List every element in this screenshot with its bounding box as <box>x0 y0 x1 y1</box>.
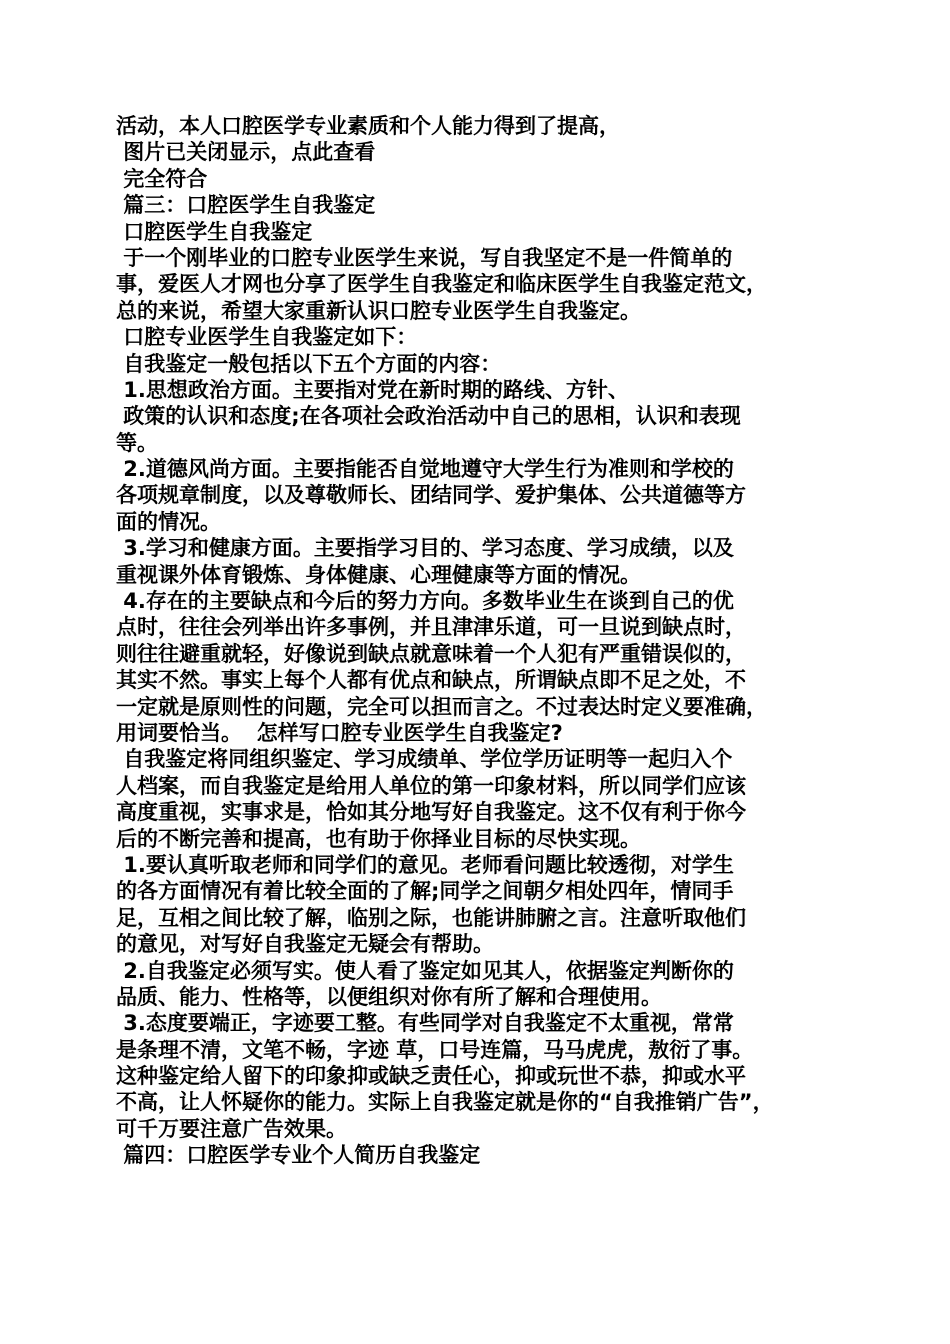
text-line: 不高，让人怀疑你的能力。实际上自我鉴定就是你的“自我推销广告”， <box>116 1090 774 1115</box>
image-hidden-link[interactable]: 图片已关闭显示，点此查看 <box>116 140 376 165</box>
text-line: 点时，往往会列举出许多事例，并且津津乐道，可一旦说到缺点时， <box>116 615 746 640</box>
text-line: 其实不然。事实上每个人都有优点和缺点，所谓缺点即不足之处，不 <box>116 668 746 693</box>
text-line: 3.学习和健康方面。主要指学习目的、学习态度、学习成绩，以及 <box>116 536 734 561</box>
text-line: 用词要恰当。 怎样写口腔专业医学生自我鉴定? <box>116 720 563 745</box>
text-line: 3.态度要端正，字迹要工整。有些同学对自我鉴定不太重视，常常 <box>116 1011 734 1036</box>
text-line: 总的来说，希望大家重新认识口腔专业医学生自我鉴定。 <box>116 298 641 323</box>
text-line: 这种鉴定给人留下的印象抑或缺乏责任心，抑或玩世不恭，抑或水平 <box>116 1064 746 1089</box>
text-line: 人档案，而自我鉴定是给用人单位的第一印象材料，所以同学们应该 <box>116 773 746 798</box>
text-line: 的各方面情况有着比较全面的了解;同学之间朝夕相处四年，情同手 <box>116 879 734 904</box>
text-line: 于一个刚毕业的口腔专业医学生来说，写自我坚定不是一件简单的 <box>116 245 733 270</box>
text-line: 则往往避重就轻，好像说到缺点就意味着一个人犯有严重错误似的， <box>116 641 746 666</box>
text-line: 1.思想政治方面。主要指对党在新时期的路线、方针、 <box>116 377 629 402</box>
section-heading: 篇四：口腔医学专业个人简历自我鉴定 <box>116 1143 481 1168</box>
text-line: 足，互相之间比较了解，临别之际，也能讲肺腑之言。注意听取他们 <box>116 905 746 930</box>
text-line: 重视课外体育锻炼、身体健康、心理健康等方面的情况。 <box>116 562 641 587</box>
text-line: 2.道德风尚方面。主要指能否自觉地遵守大学生行为准则和学校的 <box>116 457 734 482</box>
text-line: 1.要认真听取老师和同学们的意见。老师看问题比较透彻，对学生 <box>116 852 734 877</box>
text-line: 高度重视，实事求是，恰如其分地写好自我鉴定。这不仅有利于你今 <box>116 800 746 825</box>
text-line: 完全符合 <box>116 166 208 191</box>
text-line: 可千万要注意广告效果。 <box>116 1116 347 1141</box>
section-title: 口腔医学生自我鉴定 <box>116 219 313 244</box>
text-line: 一定就是原则性的问题，完全可以担而言之。不过表达时定义要准确， <box>116 694 767 719</box>
document-body <box>116 113 851 1169</box>
text-line: 活动，本人口腔医学专业素质和个人能力得到了提高， <box>116 114 620 138</box>
text-line: 自我鉴定将同组织鉴定、学习成绩单、学位学历证明等一起归入个 <box>116 747 733 772</box>
text-line: 事，爱医人才网也分享了医学生自我鉴定和临床医学生自我鉴定范文， <box>116 272 767 297</box>
section-heading: 篇三：口腔医学生自我鉴定 <box>116 193 376 218</box>
text-line: 4.存在的主要缺点和今后的努力方向。多数毕业生在谈到自己的优 <box>116 589 734 614</box>
text-line: 自我鉴定一般包括以下五个方面的内容： <box>116 351 502 376</box>
text-line: 2.自我鉴定必须写实。使人看了鉴定如见其人，依据鉴定判断你的 <box>116 958 734 983</box>
text-line: 政策的认识和态度;在各项社会政治活动中自己的思相，认识和表现 <box>116 404 741 429</box>
text-line: 后的不断完善和提高，也有助于你择业目标的尽快实现。 <box>116 826 641 851</box>
text-line: 口腔专业医学生自我鉴定如下： <box>116 325 418 350</box>
text-line: 是条理不清，文笔不畅，字迹 草，口号连篇，马马虎虎，敖衍了事。 <box>116 1037 754 1062</box>
text-line: 各项规章制度，以及尊敬师长、团结同学、爱护集体、公共道德等方 <box>116 483 746 508</box>
text-line: 品质、能力、性格等，以便组织对你有所了解和合理使用。 <box>116 984 662 1009</box>
text-line: 的意见，对写好自我鉴定无疑会有帮助。 <box>116 932 494 957</box>
text-line: 面的情况。 <box>116 509 221 534</box>
text-line: 等。 <box>116 430 158 455</box>
